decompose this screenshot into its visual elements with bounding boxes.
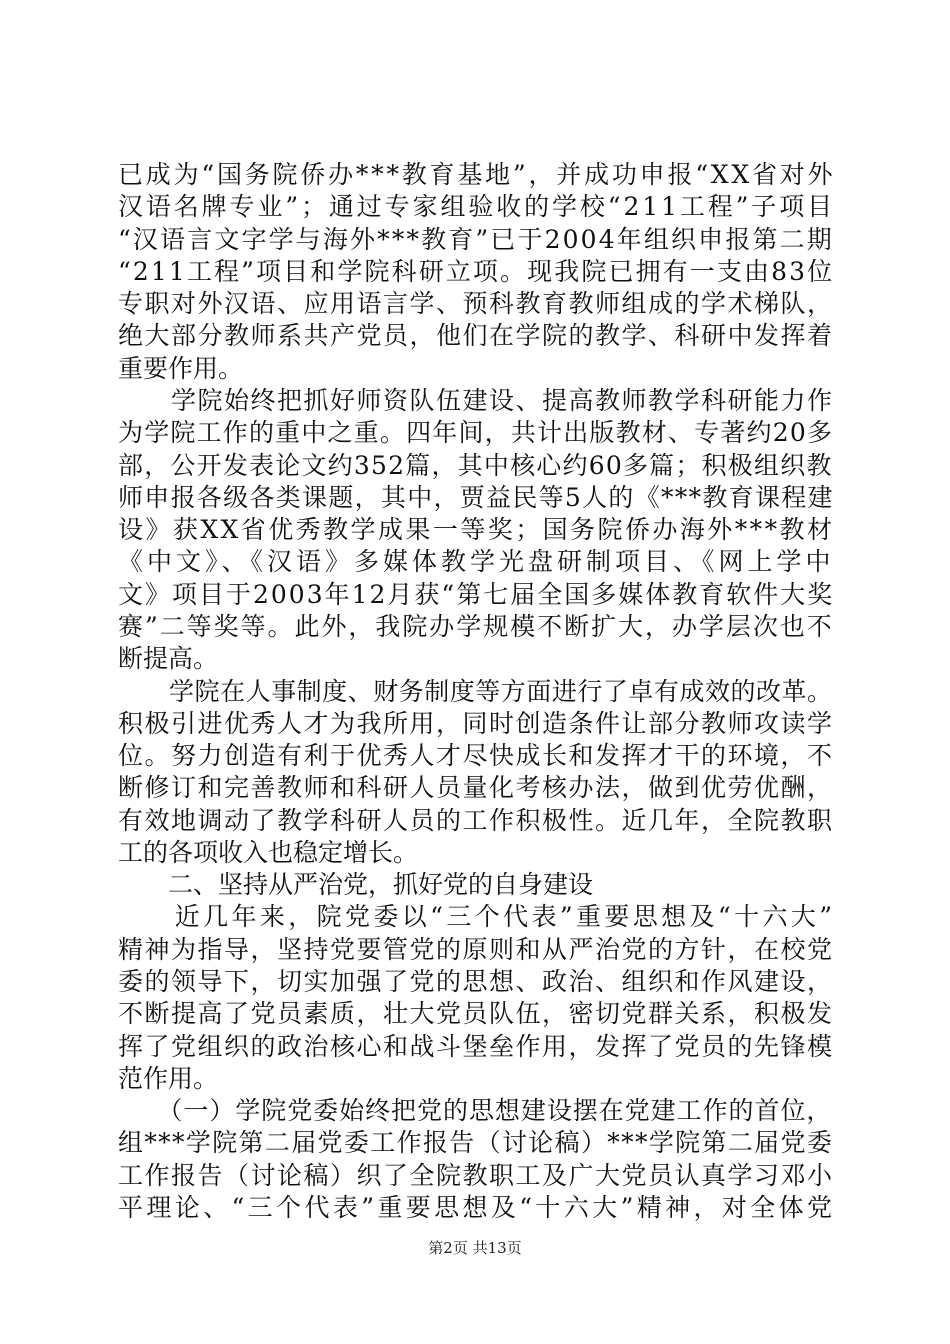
text-line: 师申报各级各类课题，其中，贾益民等5人的《***教育课程建 (118, 482, 834, 512)
text-line: 设》获XX省优秀教学成果一等奖；国务院侨办海外***教材 (118, 515, 835, 545)
text-line: 组***学院第二届党委工作报告（讨论稿）***学院第二届党委 (118, 1128, 834, 1158)
text-line: 赛”二等奖等。此外，我院办学规模不断扩大，办学层次也不 (118, 611, 834, 641)
text-line: 平理论、“三个代表”重要思想及“十六大”精神，对全体党 (118, 1193, 836, 1222)
text-line: 为学院工作的重中之重。四年间，共计出版教材、专著约20多 (118, 418, 834, 448)
text-line: 汉语名牌专业”；通过专家组验收的学校“211工程”子项目 (118, 192, 835, 222)
text-line: 二、坚持从严治党，抓好党的自身建设 (118, 870, 594, 900)
text-line: 工的各项收入也稳定增长。 (118, 837, 419, 867)
text-line: 学院在人事制度、财务制度等方面进行了卓有成效的改革。 (118, 676, 833, 706)
text-line: 积极引进优秀人才为我所用，同时创造条件让部分教师攻读学 (118, 708, 834, 738)
text-line: 近几年来，院党委以“三个代表”重要思想及“十六大” (118, 902, 836, 932)
text-line: 范作用。 (118, 1063, 219, 1093)
text-line: 专职对外汉语、应用语言学、预科教育教师组成的学术梯队， (118, 289, 834, 319)
text-line: 位。努力创造有利于优秀人才尽快成长和发挥才干的环境，不 (118, 741, 834, 770)
text-line: 断修订和完善教师和科研人员量化考核办法，做到优劳优酬， (118, 773, 834, 803)
text-line: 《中文》、《汉语》多媒体教学光盘研制项目、《网上学中 (118, 547, 835, 577)
text-line: 有效地调动了教学科研人员的工作积极性。近几年，全院教职 (118, 805, 834, 835)
text-line: 学院始终把抓好师资队伍建设、提高教师教学科研能力作 (118, 386, 834, 415)
text-line: 断提高。 (118, 644, 219, 674)
text-line: 不断提高了党员素质，壮大党员队伍，密切党群关系，积极发 (118, 999, 834, 1029)
text-line: 精神为指导，坚持党要管党的原则和从严治党的方针，在校党 (118, 934, 834, 964)
page-footer: 第2页 共13页 (428, 1239, 522, 1257)
text-line: 部，公开发表论文约352篇，其中核心约60多篇；积极组织教 (118, 450, 833, 480)
text-line: 绝大部分教师系共产党员，他们在学院的教学、科研中发挥着 (118, 321, 834, 351)
text-line: 已成为“国务院侨办***教育基地”，并成功申报“XX省对外 (118, 160, 836, 189)
text-line: “211工程”项目和学院科研立项。现我院已拥有一支由83位 (118, 256, 835, 286)
text-line: 委的领导下，切实加强了党的思想、政治、组织和作风建设， (118, 967, 834, 996)
text-line: 挥了党组织的政治核心和战斗堡垒作用，发挥了党员的先锋模 (118, 1031, 834, 1061)
text-line: 重要作用。 (118, 353, 244, 383)
text-line: 工作报告（讨论稿）织了全院教职工及广大党员认真学习邓小 (118, 1160, 834, 1190)
text-line: 文》项目于2003年12月获“第七届全国多媒体教育软件大奖 (118, 579, 835, 609)
text-line: （一）学院党委始终把党的思想建设摆在党建工作的首位， (118, 1096, 833, 1126)
text-line: “汉语言文字学与海外***教育”已于2004年组织申报第二期 (118, 224, 834, 254)
